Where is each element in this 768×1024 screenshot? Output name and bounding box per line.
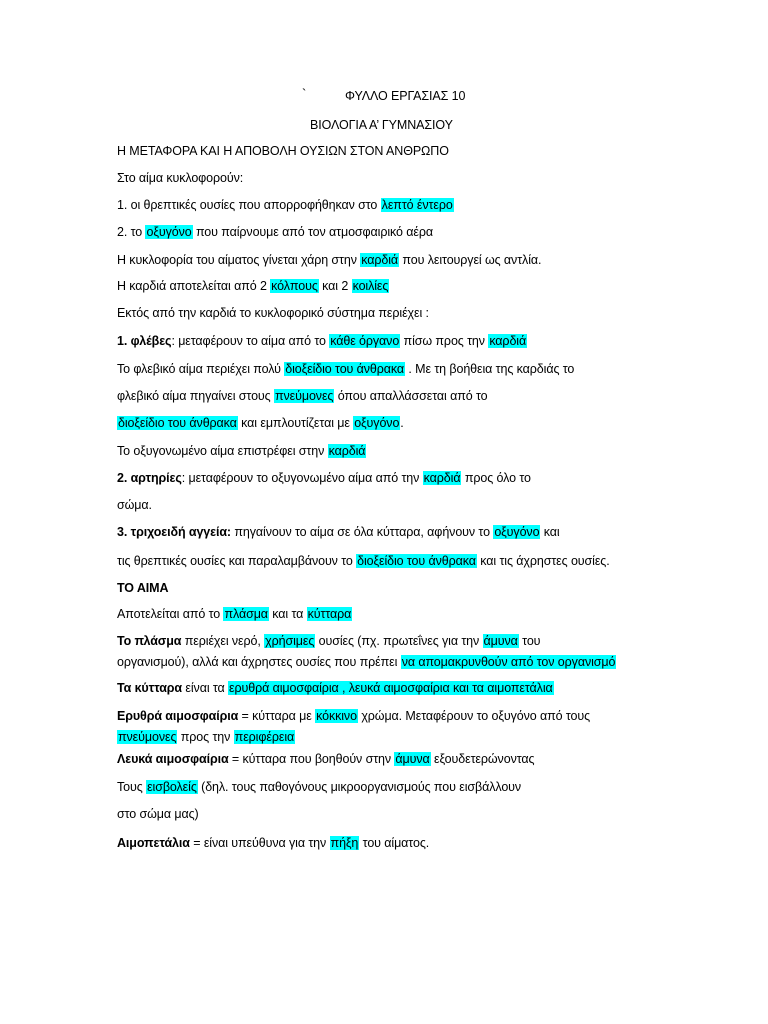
text-segment: και 2 [318, 279, 352, 293]
text-line [117, 305, 429, 321]
text-line [117, 806, 199, 822]
text-segment: περιέχει νερό, [181, 634, 265, 648]
text-line [117, 224, 433, 240]
text-segment: εξουδετερώνοντας [430, 752, 535, 766]
text-line [117, 388, 487, 404]
text-segment: στο σώμα μας) [117, 807, 199, 821]
text-line [117, 278, 389, 294]
highlighted-term: οξυγόνο [494, 525, 540, 539]
highlighted-term: κάθε όργανο [330, 334, 400, 348]
highlighted-term: πνεύμονες [274, 389, 334, 403]
text-segment: 1. οι θρεπτικές ουσίες που απορροφήθηκαν στο [117, 198, 381, 212]
highlighted-term: πήξη [330, 836, 359, 850]
highlighted-term: κοιλίες [352, 279, 389, 293]
stray-backtick: ` [302, 86, 307, 101]
highlighted-term: άμυνα [483, 634, 518, 648]
text-line [117, 443, 366, 459]
highlighted-term: κόκκινο [316, 709, 357, 723]
text-line [117, 654, 616, 670]
text-segment: 2. το [117, 225, 146, 239]
text-segment: . Με τη βοήθεια της καρδιάς το [405, 362, 575, 376]
text-line [117, 708, 590, 724]
text-segment: = κύτταρα με [238, 709, 316, 723]
highlighted-term: πνεύμονες [118, 730, 177, 744]
bold-text: 1. φλέβες [117, 334, 172, 348]
bold-text: Ερυθρά αιμοσφαίρια [117, 709, 239, 723]
bold-text: Λευκά αιμοσφαίρια [117, 752, 229, 766]
text-segment: ουσίες (πχ. πρωτεΐνες για την [315, 634, 483, 648]
text-line [117, 751, 534, 767]
highlighted-term: κύτταρα [307, 607, 352, 621]
highlighted-term: καρδιά [361, 253, 399, 267]
bold-text: 3. τριχοειδή αγγεία: [117, 525, 231, 539]
highlighted-term: άμυνα [395, 752, 430, 766]
text-line [117, 729, 295, 745]
text-segment: προς την [177, 730, 234, 744]
text-segment: χρώμα. Μεταφέρουν το οξυγόνο από τους [357, 709, 590, 723]
text-line [117, 553, 610, 569]
text-line [117, 524, 560, 540]
text-segment: σώμα. [117, 498, 152, 512]
bold-text: Αιμοπετάλια [117, 836, 190, 850]
text-segment: και τις άχρηστες ουσίες. [476, 554, 610, 568]
text-segment: Στο αίμα κυκλοφορούν: [117, 171, 244, 185]
bold-text: Το πλάσμα [117, 634, 182, 648]
text-segment: του [518, 634, 541, 648]
highlighted-term: λεπτό έντερο [381, 198, 453, 212]
worksheet-title: ΦΥΛΛΟ ΕΡΓΑΣΙΑΣ 10 [345, 89, 466, 103]
text-line [117, 633, 540, 649]
text-segment: Το φλεβικό αίμα περιέχει πολύ [117, 362, 285, 376]
highlighted-term: καρδιά [423, 471, 461, 485]
text-segment: Η κυκλοφορία του αίματος γίνεται χάρη στην [117, 253, 361, 267]
text-segment: πίσω προς την [400, 334, 489, 348]
worksheet-subtitle: ΒΙΟΛΟΓΙΑ Α’ ΓΥΜΝΑΣΙΟΥ [310, 118, 453, 132]
highlighted-term: κόλπους [271, 279, 318, 293]
highlighted-term: διοξείδιο του άνθρακα [118, 416, 237, 430]
text-line [117, 680, 554, 696]
highlighted-term: εισβολείς [147, 780, 197, 794]
text-line [117, 497, 152, 513]
highlighted-term: καρδιά [489, 334, 527, 348]
text-segment: οργανισμού), αλλά και άχρηστες ουσίες που πρέπει [117, 655, 401, 669]
highlighted-term: ερυθρά αιμοσφαίρια , λευκά αιμοσφαίρια και τα αιμοπετάλια [229, 681, 553, 695]
text-segment: και τα [268, 607, 307, 621]
text-segment: Αποτελείται από το [117, 607, 224, 621]
text-segment: (δηλ. τους παθογόνους μικροοργανισμούς που εισβάλλουν [197, 780, 522, 794]
text-line [117, 606, 352, 622]
text-segment: που παίρνουμε από τον ατμοσφαιρικό αέρα [192, 225, 434, 239]
text-segment: . [400, 416, 404, 430]
highlighted-term: πλάσμα [224, 607, 268, 621]
highlighted-term: περιφέρεια [234, 730, 295, 744]
text-segment: τις θρεπτικές ουσίες και παραλαμβάνουν το [117, 554, 357, 568]
highlighted-term: να απομακρυνθούν από τον οργανισμό [401, 655, 616, 669]
text-segment: είναι τα [182, 681, 229, 695]
bold-text: ΤΟ ΑΙΜΑ [117, 581, 169, 595]
highlighted-term: διοξείδιο του άνθρακα [285, 362, 405, 376]
text-segment: = κύτταρα που βοηθούν στην [228, 752, 395, 766]
highlighted-term: χρήσιμες [265, 634, 315, 648]
text-line [117, 470, 531, 486]
text-segment: Η καρδιά αποτελείται από 2 [117, 279, 271, 293]
text-line [117, 197, 454, 213]
bold-text: 2. αρτηρίες [117, 471, 182, 485]
text-segment: προς όλο το [461, 471, 531, 485]
text-line [117, 580, 168, 596]
text-line [117, 333, 527, 349]
highlighted-term: καρδιά [328, 444, 366, 458]
worksheet-heading: Η ΜΕΤΑΦΟΡΑ ΚΑΙ Η ΑΠΟΒΟΛΗ ΟΥΣΙΩΝ ΣΤΟΝ ΑΝΘΡΩΠΟ [117, 144, 449, 158]
highlighted-term: οξυγόνο [354, 416, 400, 430]
text-line [117, 415, 404, 431]
text-segment: Τους [117, 780, 147, 794]
text-segment: όπου απαλλάσσεται από το [334, 389, 488, 403]
text-line [117, 835, 429, 851]
text-segment: : μεταφέρουν το αίμα από το [171, 334, 330, 348]
text-segment: που λειτουργεί ως αντλία. [399, 253, 542, 267]
highlighted-term: διοξείδιο του άνθρακα [357, 554, 476, 568]
text-line [117, 252, 541, 268]
text-segment: = είναι υπεύθυνα για την [189, 836, 330, 850]
text-segment: του αίματος. [359, 836, 430, 850]
text-segment: Εκτός από την καρδιά το κυκλοφορικό σύστημα περιέχει : [117, 306, 429, 320]
text-line [117, 361, 574, 377]
text-segment: και εμπλουτίζεται με [237, 416, 354, 430]
text-line [117, 779, 521, 795]
bold-text: Τα κύτταρα [117, 681, 183, 695]
text-segment: Το οξυγονωμένο αίμα επιστρέφει στην [117, 444, 328, 458]
text-segment: πηγαίνουν το αίμα σε όλα κύτταρα, αφήνουν το [231, 525, 494, 539]
text-line [117, 170, 243, 186]
text-segment: φλεβικό αίμα πηγαίνει στους [117, 389, 274, 403]
highlighted-term: οξυγόνο [146, 225, 192, 239]
text-segment: : μεταφέρουν το οξυγονωμένο αίμα από την [181, 471, 423, 485]
text-segment: και [540, 525, 560, 539]
